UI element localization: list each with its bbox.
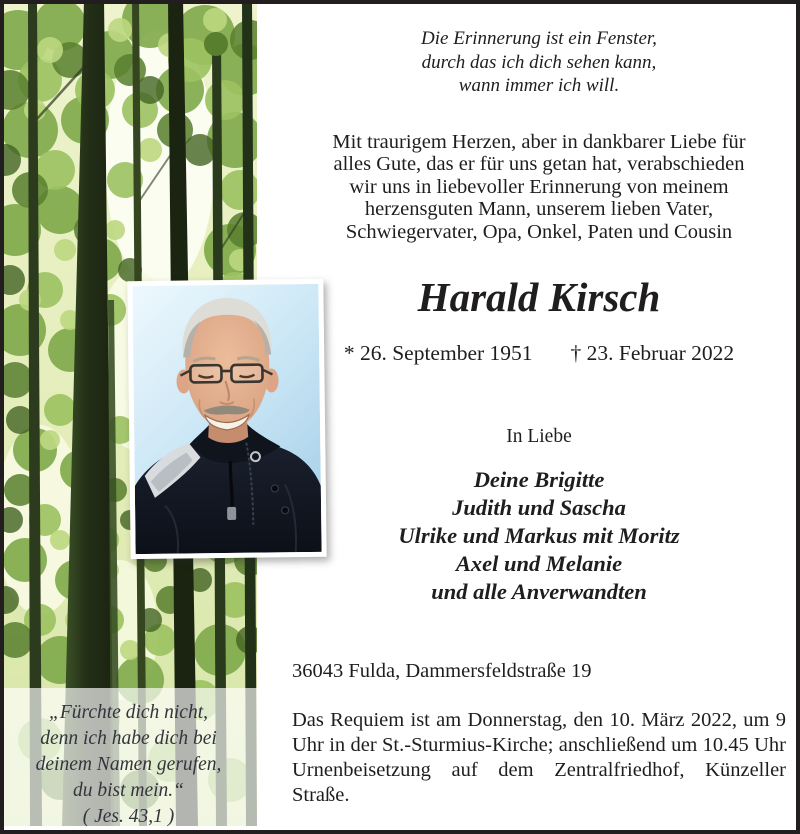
death-date: † 23. Februar 2022 <box>570 341 735 365</box>
address-line: 36043 Fulda, Dammersfeldstraße 19 <box>292 660 592 682</box>
portrait-photo <box>127 279 326 559</box>
intro-line: Schwiegervater, Opa, Onkel, Paten und Cousin <box>345 220 733 243</box>
bible-quote-line: du bist mein.“ <box>72 780 185 801</box>
family-line: Ulrike und Markus mit Moritz <box>398 523 680 548</box>
bible-quote-reference: ( Jes. 43,1 ) <box>82 806 175 827</box>
deceased-name: Harald Kirsch <box>417 274 661 320</box>
intro-line: alles Gute, das er für uns getan hat, verabschieden <box>333 153 745 176</box>
intro-line: herzensguten Mann, unserem lieben Vater, <box>364 198 714 221</box>
intro-line: Mit traurigem Herzen, aber in dankbarer Liebe für <box>332 131 746 153</box>
birth-date: * 26. September 1951 <box>343 341 533 365</box>
life-dates <box>292 341 786 366</box>
memorial-quote-line: durch das ich dich sehen kann, <box>421 51 657 73</box>
family-line: Deine Brigitte <box>473 467 605 492</box>
bible-quote-line: „Fürchte dich nicht, <box>48 702 209 723</box>
family-names <box>292 466 786 606</box>
memorial-quote <box>292 27 786 98</box>
service-announcement: Das Requiem ist am Donnerstag, den 10. März 2022, um 9 Uhr in der St.-Sturmius-Kirche; anschließend um 10.45 Uhr Urnenbeisetzung auf dem Zentralfriedhof, Künzeller Straße. <box>292 709 786 806</box>
bible-quote <box>0 700 257 830</box>
intro-text <box>292 131 786 243</box>
bible-quote-line: deinem Namen gerufen, <box>35 754 222 775</box>
memorial-quote-line: Die Erinnerung ist ein Fenster, <box>421 28 657 49</box>
family-line: und alle Anverwandten <box>431 579 647 604</box>
farewell-heading: In Liebe <box>506 426 572 447</box>
family-line: Axel und Melanie <box>455 551 623 576</box>
family-line: Judith und Sascha <box>452 495 626 520</box>
memorial-quote-line: wann immer ich will. <box>458 75 620 96</box>
intro-line: wir uns in liebevoller Erinnerung von meinem <box>349 175 729 198</box>
bible-quote-line: denn ich habe dich bei <box>40 728 217 749</box>
